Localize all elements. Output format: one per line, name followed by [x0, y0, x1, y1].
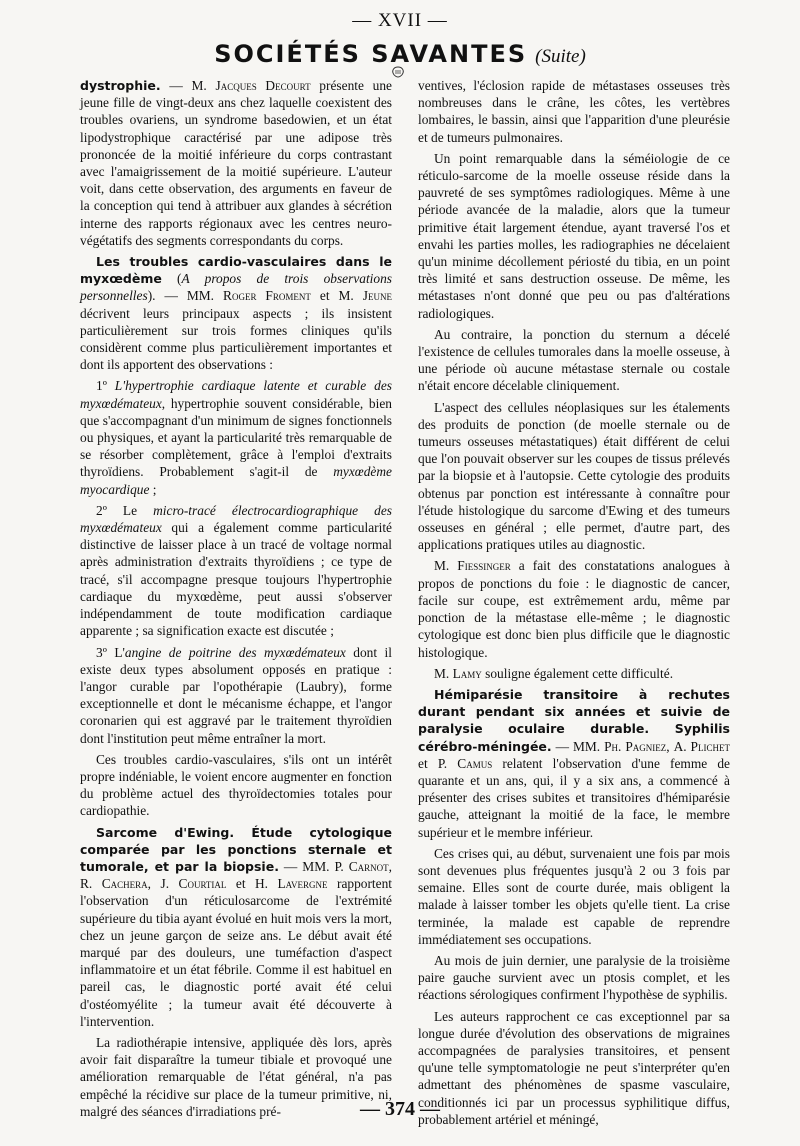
running-head-roman-numeral: — XVII — [352, 10, 448, 31]
paragraph-fiessinger: M. Fiessinger a fait des constatations analogues à propos de ponctions du foie : le diagnostic de cancer, facile sur coupe, est extrêmement ardu, même par ponction de la métastase elle-même ; le diagnostic cytologique est donc bien plus difficile que le diagnostic histologique. [418, 558, 730, 660]
list-item-1: 1º L'hypertrophie cardiaque latente et curable des myxœdémateux, hypertrophie souvent considérable, bien que s'accompagnant d'un minimum de signes fonctionnels ou physiques, et ayant la particularité très remarquable de se résorber complètement, grâce à l'emploi d'extraits thyroïdiens. Probablement s'agit-il de myxœdème myocardique ; [80, 378, 392, 497]
ornament-icon [390, 66, 406, 78]
left-column [80, 77, 392, 1124]
paragraph-radiotherapie: La radiothérapie intensive, appliquée dès lors, après avoir fait disparaître la tumeur tibiale et provoqué une amélioration remarquable de l'état général, n'a pas empêché la récidive sur place de la tumeur primitive, ni, malgré des séances d'irradiations pré- [80, 1034, 392, 1119]
paragraph-ponction-sternum: Au contraire, la ponction du sternum a décelé l'existence de cellules tumorales dans la moelle osseuse, à une période où aucune métastase sternale ou costale n'était encore décelable cliniquement. [418, 326, 730, 394]
paragraph-cellules-neoplasiques: L'aspect des cellules néoplasiques sur les étalements des produits de ponction (de moelle sternale ou de tumeurs osseuses métastatiques) était différent de celui que l'on pouvait observer sur les coupes de tissus prélevés par la biopsie et à l'autopsie. Cette cytologie des produits obtenus par ponction est intéressante à connaître pour l'étude histologique du sarcome d'Ewing et des tumeurs osseuses en général ; elle permet, d'autre part, des applications pratiques utiles au diagnostic. [418, 399, 730, 553]
paragraph-sarcome-ewing: Sarcome d'Ewing. Étude cytologique comparée par les ponctions sternale et tumorale, et par la biopsie. — MM. P. Carnot, R. Cachera, J. Courtial et H. Lavergne rapportent l'observation d'un réticulosarcome de l'extrémité supérieure du tibia ayant évolué en huit mois vers la mort, chez un jeune garçon de seize ans. Le début avait été marqué par des douleurs, une tuméfaction d'aspect inflammatoire et un état fébrile. Comme il est habituel en pareil cas, le diagnostic porté avait été celui d'ostéomyélite ; la tumeur avait été découverte à l'intervention. [80, 824, 393, 1029]
paragraph-auteurs: Les auteurs rapprochent ce cas exceptionnel par sa longue durée d'évolution des observations de migraines accompagnées de paralysies transitoires, et pensent qu'une telle symptomatologie ne peut s'interpréter qu'en admettant des phénomènes de spasme vasculaire, conditionnés ici par un processus syphilitique diffus, probablement artériel et méningé, [418, 1008, 730, 1127]
paragraph-lamy: M. Lamy souligne également cette difficulté. [434, 665, 674, 681]
paragraph-metastases: ventives, l'éclosion rapide de métastases osseuses très nombreuses dans le crâne, les côtes, les vertèbres lombaires, le bassin, ainsi que l'apparition d'une pleurésie et de tumeurs pulmonaires. [418, 78, 730, 145]
list-item-3: 3º L'angine de poitrine des myxœdémateux dont il existe deux types absolument opposés en pratique : l'angor curable par l'opothérapie (Laubry), forme exceptionnelle et dont le mécanisme échappe, et l'angor coronarien qui est aggravé par le traitement thyroïdien dont l'institution peut même entraîner la mort. [80, 644, 392, 746]
page-number: — 374 — [360, 1098, 440, 1120]
paragraph-cardio-vasculaires: Ces troubles cardio-vasculaires, s'ils ont un intérêt propre indéniable, le voient encore augmenter en fonction du problème actuel des thyroïdectomies totales pour cardiopathie. [80, 751, 392, 819]
paragraph-crises: Ces crises qui, au début, survenaient une fois par mois sont devenues plus fréquentes jusqu'à 2 ou 3 fois par semaine. Elles sont de courte durée, mais obligent la malade à laisser tomber les objets qu'elle tient. La crise terminée, la malade est capable de reprendre immédiatement ses occupations. [418, 845, 730, 947]
section-title-suite: (Suite) [535, 46, 586, 67]
list-item-2: 2º Le micro-tracé électrocardiographique des myxœdémateux qui a également comme particularité distinctive de laisser place à un tracé de voltage normal après administration d'extraits thyroïdiens ; ce type de tracé, s'il accompagne presque toujours l'hypertrophie cardiaque du myxœdème, peut aussi s'observer indépendamment de toute modification cardiaque apparente ; sa signification exacte est discutée ; [80, 502, 392, 639]
section-header [0, 40, 800, 68]
paragraph-semeiologie: Un point remarquable dans la séméiologie de ce réticulo-sarcome de la moelle osseuse réside dans la pauvreté de ses symptômes radiologiques. Même à une période avancée de la maladie, alors que la tumeur primitive était largement étendue, ayant traversé l'os et envahi les parties molles, les radiographies ne décelaient qu'un minime décollement périosté du tibia, en un point très limité et sans destruction osseuse. De même, les métastases n'ont donné que peu ou pas d'altérations radiologiques. [418, 150, 730, 321]
paragraph-lipodystrophie: dystrophie. — M. Jacques Decourt présente une jeune fille de vingt-deux ans chez laquelle coexistent des troubles ovariens, un syndrome basedowien, et un état lipodystrophique caractérisé par une adipose très prononcée de la moitié inférieure du corps contrastant avec l'amaigrissement de la moitié supérieure. L'auteur voit, dans cette observation, des arguments en faveur de la conception qui tend à attribuer aux glandes à sécrétion interne des rapports régionaux avec les centres neuro-végétatifs des segments correspondants du corps. [80, 78, 392, 248]
right-column [418, 77, 730, 1132]
section-title: SOCIÉTÉS SAVANTES [214, 40, 528, 68]
paragraph-myxoedeme-title: Les troubles cardio-vasculaires dans le myxœdème (A propos de trois observations personnelles). — MM. Roger Froment et M. Jeune décrivent leurs principaux aspects ; ils insistent particulièrement sur trois formes cliniques qu'ils considèrent comme plus particulièrement importantes et dont ils apportent des observations : [80, 254, 393, 373]
paragraph-paralysie: Au mois de juin dernier, une paralysie de la troisième paire gauche survient avec un ptosis complet, et les réactions sérologiques confirment l'hypothèse de syphilis. [418, 952, 730, 1003]
paragraph-hemiparesie: Hémiparésie transitoire à rechutes durant pendant six années et suivie de paralysie oculaire durable. Syphilis cérébro-méningée. — MM. Ph. Pagniez, A. Plichet et P. Camus relatent l'observation d'une femme de quarante et un ans, qui, il y a six ans, a commencé à présenter des crises subites et transitoires d'hémiparésie gauche, atteignant la moitié de la face, le membre supérieur et le membre inférieur. [418, 686, 731, 840]
